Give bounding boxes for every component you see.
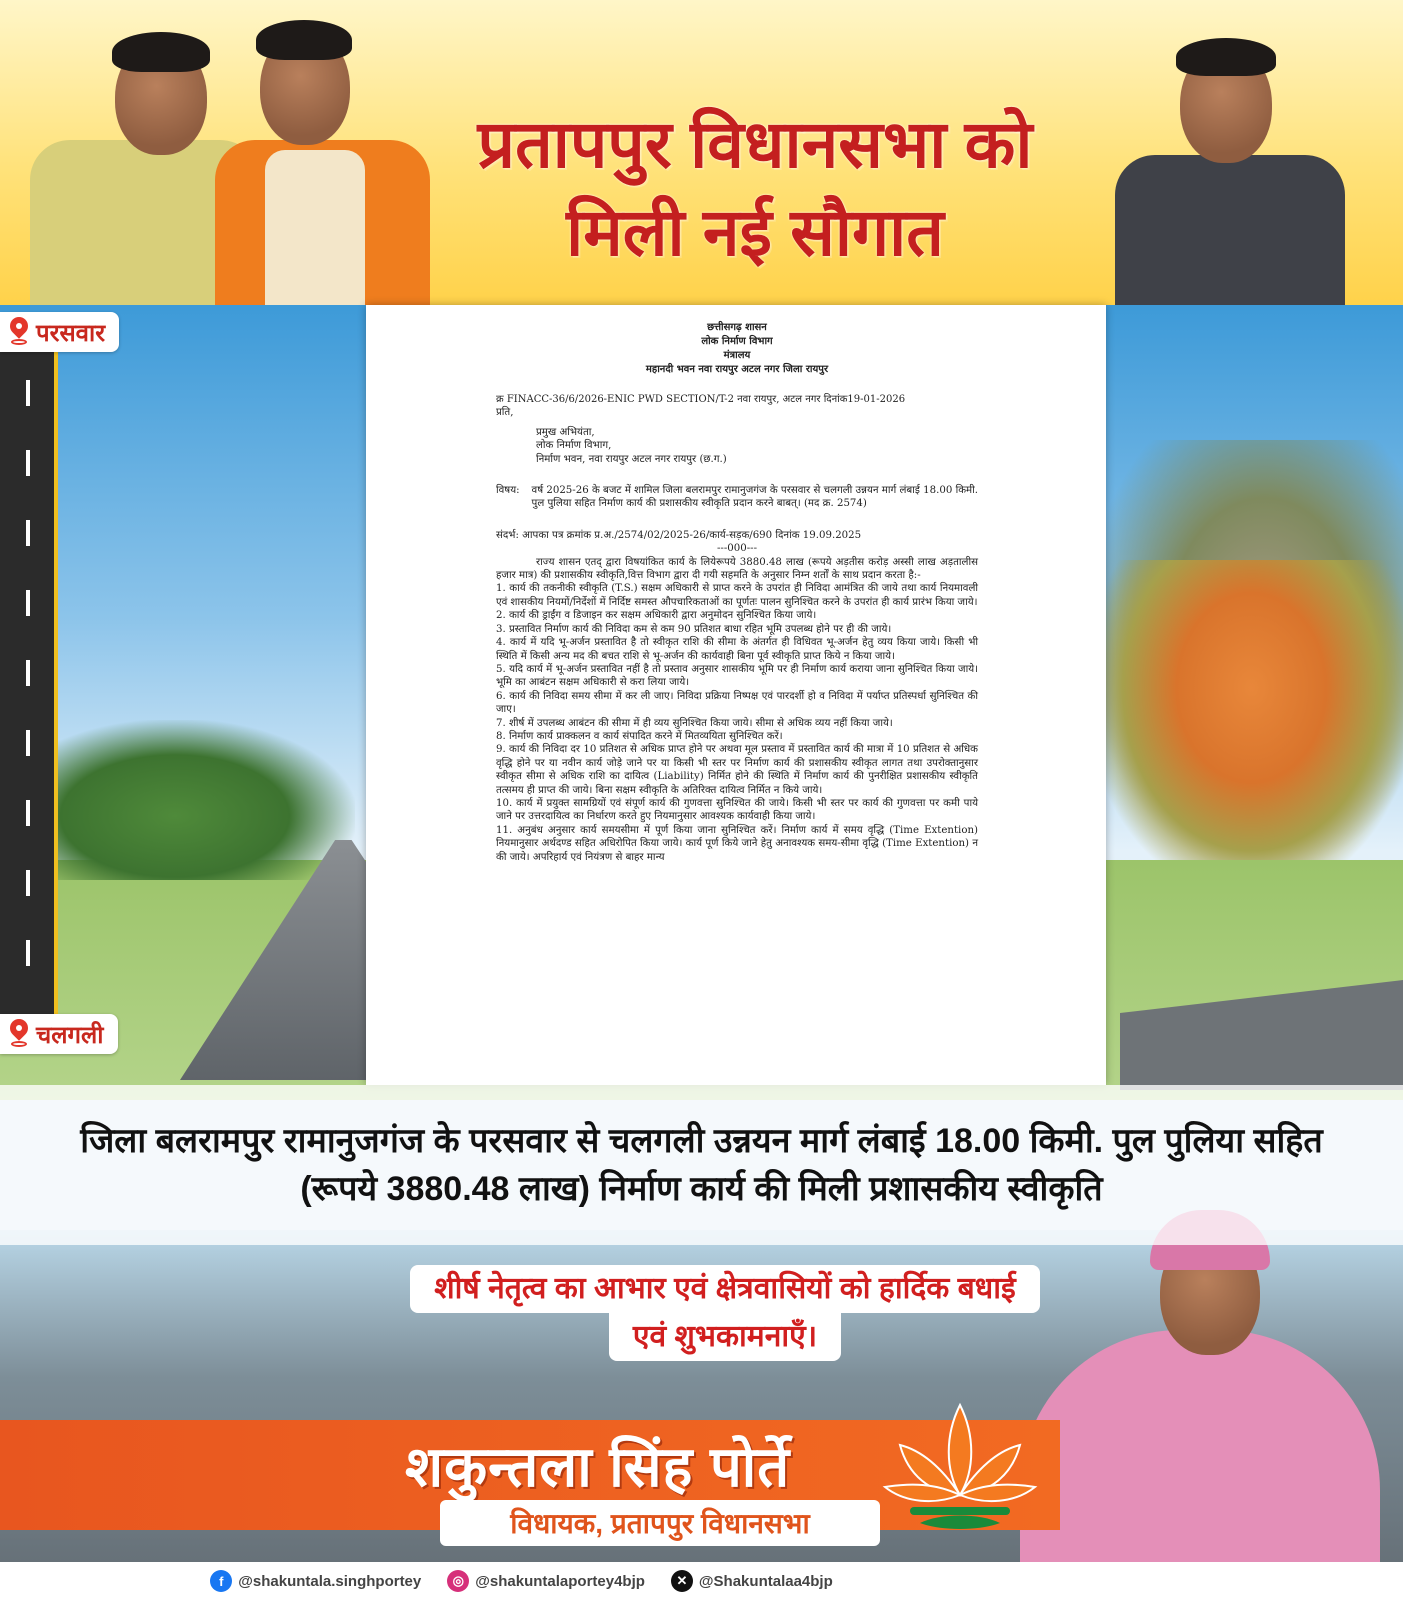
headline-line-1: प्रतापपुर विधानसभा को [477,107,1033,181]
thanks-message [300,1265,1150,1361]
letter-intro: राज्य शासन एतद् द्वारा विषयांकित कार्य के लियेरूपये 3880.48 लाख (रूपये अड़तीस करोड़ अस्सी लाख अड़तालीस हजार मात्र) की प्रशासकीय स्वीकृति,वित्त विभाग द्वारा दी गयी सहमति के अनुसार निम्न शर्तों के साथ प्रदान करता है:- [496,556,978,582]
route-dash [26,870,30,896]
facebook-handle: @shakuntala.singhportey [238,1572,422,1590]
location-tag-end [0,1014,118,1054]
letter-header-line: लोक निर्माण विभाग [701,336,773,347]
condition-item: 6. कार्य की निविदा समय सीमा में कर ली जाए। निविदा प्रक्रिया निष्पक्ष एवं पारदर्शी हो व निविदा में पर्याप्त प्रतिस्पर्धा सुनिश्चित की जाए। [496,690,978,716]
route-dash [26,380,30,406]
location-end-label: चलगली [36,1021,104,1049]
route-dash [26,520,30,546]
instagram-icon: ◎ [447,1570,469,1592]
condition-item: 5. यदि कार्य में भू-अर्जन प्रस्तावित नहीं है तो प्रस्ताव अनुसार शासकीय भूमि पर ही निर्माण कार्य कराया जाना सुनिश्चित किया जाये। भूमि का आबंटन सक्षम अधिकारी से करा लिया जाये। [496,663,978,689]
thanks-line-2: एवं शुभकामनाएँ। [609,1313,841,1361]
condition-item: 3. प्रस्तावित निर्माण कार्य की निविदा कम से कम 90 प्रतिशत बाधा रहित भूमि उपलब्ध होने पर ही की जाये। [496,623,892,635]
leader-left-hair [112,32,210,72]
location-pin-icon [8,1019,30,1049]
subject-text: वर्ष 2025-26 के बजट में शामिल जिला बलरामपुर रामानुजगंज के परसवार से चलगली उन्नयन मार्ग लंबाई 18.00 किमी. पुल पुलिया सहित निर्माण कार्य की प्रशासकीय स्वीकृति प्रदान करने बाबत्। (मद क्र. 2574) [531,485,978,510]
route-dash [26,800,30,826]
letter-subject [496,484,978,511]
letter-header-line: मंत्रालय [723,350,751,361]
subject-label: विषय: [496,485,520,497]
facebook-icon: f [210,1570,232,1592]
route-dash [26,590,30,616]
x-link[interactable] [671,1570,833,1592]
route-dash [26,660,30,686]
tree-line-left [55,720,355,880]
flowering-tree [1100,560,1403,880]
mla-title-box [440,1500,880,1546]
leader-right-torso [1115,155,1345,305]
x-icon: ✕ [671,1570,693,1592]
addressee-line: लोक निर्माण विभाग, [536,440,612,452]
route-dash [26,940,30,966]
thanks-line-1: शीर्ष नेतृत्व का आभार एवं क्षेत्रवासियों को हार्दिक बधाई [410,1265,1040,1313]
location-pin-icon [8,317,30,347]
addressee-line: निर्माण भवन, नवा रायपुर अटल नगर रायपुर (छ.ग.) [536,453,727,465]
lotus-icon [880,1395,1040,1545]
letter-addressee [496,426,978,466]
leader-center-hair [256,20,352,60]
condition-item: 9. कार्य की निविदा दर 10 प्रतिशत से अधिक प्राप्त होने पर अथवा मूल प्रस्ताव में प्रस्तावित कार्य की मात्रा में 10 प्रतिशत से अधिक वृद्धि होने पर या नवीन कार्य जोड़े जाने पर या किसी भी स्तर पर निर्माण कार्य की प्रशासकीय स्वीकृत लागत तथा उपरोक्तानुसार स्वीकृत सीमा से अधिक राशि का दायित्व (Liability) निर्मित होने की स्थिति में निर्माण कार्य की पुनरीक्षित प्रशासकीय स्वीकृति तत्समय ही प्राप्त की जाये। बिना सक्षम स्वीकृति के अतिरिक्त दायित्व निर्मित न किये जाये। [496,744,978,796]
letter-separator: ---000--- [716,543,758,555]
route-strip [0,340,58,1040]
facebook-link[interactable] [210,1570,421,1592]
leader-right-hair [1176,38,1276,76]
letter-header [496,321,978,377]
leader-center-shirt [265,150,365,305]
sanction-letter [366,305,1106,1085]
condition-item: 1. कार्य की तकनीकी स्वीकृति (T.S.) सक्षम अधिकारी से प्राप्त करने के उपरांत ही निविदा आमंत्रित की जाये तथा कार्य नियमावली एवं शासकीय नियमों/निर्देशों में निर्दिष्ट समस्त औपचारिकताओं का पूर्णतः पालन सुनिश्चित करने के उपरांत ही कार्य प्रारंभ किया जाये। [496,583,978,608]
letter-header-line: महानदी भवन नवा रायपुर अटल नगर जिला रायपुर [645,364,829,375]
x-handle: @Shakuntalaa4bjp [698,1572,833,1590]
route-dash [26,450,30,476]
instagram-handle: @shakuntalaportey4bjp [475,1572,645,1590]
condition-item: 11. अनुबंध अनुसार कार्य समयसीमा में पूर्ण किया जाना सुनिश्चित करें। निर्माण कार्य में समय वृद्धि (Time Extention) नियमानुसार अर्थदण्ड सहित अधिरोपित किया जाये। कार्य पूर्ण किये जाने हेतु अनावश्यक समय-सीमा वृद्धि (Time Extention) न की जाये। अपरिहार्य एवं नियंत्रण से बाहर मान्य [496,824,978,863]
condition-item: 7. शीर्ष में उपलब्ध आबंटन की सीमा में ही व्यय सुनिश्चित किया जाये। सीमा से अधिक व्यय नहीं किया जाये। [496,717,893,729]
letter-header-line: छत्तीसगढ़ शासन [707,322,767,333]
condition-item: 10. कार्य में प्रयुक्त सामग्रियों एवं संपूर्ण कार्य की गुणवत्ता सुनिश्चित की जाये। किसी भी स्तर पर कार्य की गुणवत्ता पर कमी पाये जाने पर उत्तरदायित्व का निर्धारण करते हुए नियमानुसार आवश्यक कार्यवाही किया जाये। [496,797,978,823]
condition-item: 2. कार्य की ड्राईंग व डिजाइन कर सक्षम अधिकारी द्वारा अनुमोदन सुनिश्चित किया जाये। [496,610,817,622]
summary-text: जिला बलरामपुर रामानुजगंज के परसवार से चलगली उन्नयन मार्ग लंबाई 18.00 किमी. पुल पुलिया सहित (रूपये 3880.48 लाख) निर्माण कार्य की मिली प्रशासकीय स्वीकृति [80,1122,1323,1208]
letter-reference-number: क्र FINACC-36/6/2026-ENIC PWD SECTION/T-2 नवा रायपुर, अटल नगर दिनांक19-01-2026 [496,394,906,405]
condition-item: 4. कार्य में यदि भू-अर्जन प्रस्तावित है तो स्वीकृत राशि की सीमा के अंतर्गत ही विधिवत भू-अर्जन हेतु व्यय किया जाये। किसी भी स्थिति में किसी अन्य मद की बचत राशि से भू-अर्जन की कार्यवाही बिना पूर्व स्वीकृति प्राप्त किये न किया जाये। [496,637,978,662]
mla-title: विधायक, प्रतापपुर विधानसभा [510,1508,810,1539]
letter-prati: प्रति, [496,407,514,419]
addressee-line: प्रमुख अभियंता, [536,426,595,438]
condition-item: 8. निर्माण कार्य प्राक्कलन व कार्य संपादित करने में मितव्ययिता सुनिश्चित करें। [496,730,783,742]
social-footer [0,1562,1403,1600]
instagram-link[interactable] [447,1570,645,1592]
mla-saree [1020,1330,1380,1600]
route-dash [26,730,30,756]
mla-name: शकुन्तला सिंह पोर्ते [405,1435,791,1498]
summary-band [0,1085,1403,1245]
location-tag-start [0,312,119,352]
headline [370,100,1140,276]
location-start-label: परसवार [36,319,106,347]
letter-reference: संदर्भ: आपका पत्र क्रमांक प्र.अ./2574/02/2025-26/कार्य-सड़क/690 दिनांक 19.09.2025 [496,529,862,541]
headline-line-2: मिली नई सौगात [566,195,944,269]
